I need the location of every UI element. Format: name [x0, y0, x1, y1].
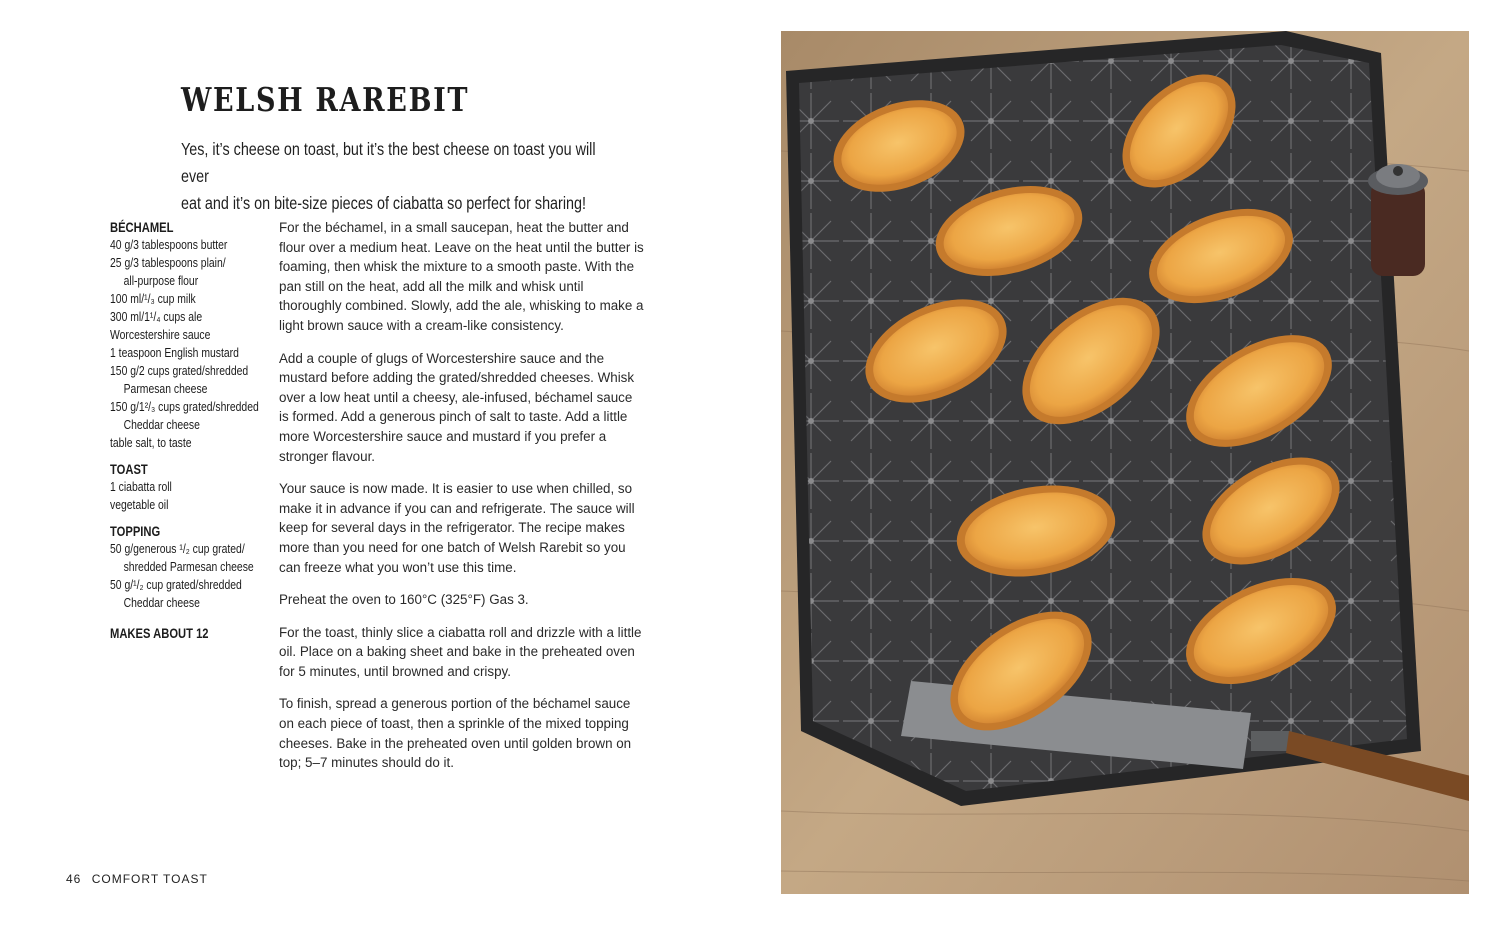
- food-photo: [781, 31, 1469, 894]
- method-paragraph: Your sauce is now made. It is easier to use when chilled, so make it in advance if you can and refrigerate. The sauce will keep for several days in the refrigerator. The recipe makes more than you need for one batch of Welsh Rarebit so you can freeze what you won’t use this time.: [279, 481, 635, 575]
- ingredient: 100 ml/¹/₃ cup milk: [110, 291, 196, 306]
- ingredient: 50 g/generous ¹/₂ cup grated/: [110, 541, 245, 556]
- ingredient: 150 g/1²/₃ cups grated/shredded: [110, 399, 259, 414]
- intro-line: eat and it’s on bite-size pieces of ciabatta so perfect for sharing!: [181, 193, 586, 213]
- page-number: 46: [66, 872, 82, 886]
- ingredient: 50 g/¹/₂ cup grated/shredded: [110, 577, 242, 592]
- ingredient: Cheddar cheese: [123, 417, 200, 432]
- method-paragraph: For the béchamel, in a small saucepan, heat the butter and flour over a medium heat. Leave on the heat until the butter is foaming, then whisk the mixture to a smooth paste. With the pan still on the heat, add all the milk and whisk until thoroughly combined. Slowly, add the ale, whisking to make a light brown sauce with a cream-like consistency.: [279, 220, 644, 333]
- ingredient: 300 ml/1¹/₄ cups ale: [110, 309, 203, 324]
- ingredient: Worcestershire sauce: [110, 327, 211, 342]
- ingredient: 40 g/3 tablespoons butter: [110, 237, 228, 252]
- yield: MAKES ABOUT 12: [110, 625, 209, 641]
- ingredient: shredded Parmesan cheese: [123, 559, 254, 574]
- page-footer: [66, 872, 208, 886]
- method-steps: [279, 218, 644, 786]
- ingredient: Parmesan cheese: [123, 381, 208, 396]
- intro-line: Yes, it’s cheese on toast, but it’s the best cheese on toast you will ever: [181, 139, 596, 186]
- pepper-mill: [1368, 164, 1428, 276]
- method-paragraph: To finish, spread a generous portion of the béchamel sauce on each piece of toast, then a sprinkle of the mixed topping cheeses. Bake in the preheated oven until golden brown on top; 5–7 minutes should do it.: [279, 696, 632, 771]
- ingredient: 1 ciabatta roll: [110, 479, 172, 494]
- method-paragraph: For the toast, thinly slice a ciabatta roll and drizzle with a little oil. Place on a baking sheet and bake in the preheated oven for 5 minutes, until browned and crispy.: [279, 624, 642, 679]
- ingredient: vegetable oil: [110, 497, 169, 512]
- topping-heading: TOPPING: [110, 523, 161, 539]
- section-name: COMFORT TOAST: [91, 872, 208, 886]
- recipe-title: WELSH RAREBIT: [181, 80, 470, 119]
- method-paragraph: Preheat the oven to 160°C (325°F) Gas 3.: [279, 592, 529, 608]
- ingredient: 1 teaspoon English mustard: [110, 345, 239, 360]
- photo-illustration: [781, 31, 1469, 894]
- ingredient: table salt, to taste: [110, 435, 192, 450]
- ingredient: 25 g/3 tablespoons plain/: [110, 255, 226, 270]
- recipe-intro: [181, 136, 607, 217]
- ingredient: Cheddar cheese: [123, 595, 200, 610]
- toast-heading: TOAST: [110, 461, 148, 477]
- ingredients-list: [110, 218, 270, 642]
- ingredient: 150 g/2 cups grated/shredded: [110, 363, 249, 378]
- bechamel-heading: BÉCHAMEL: [110, 219, 174, 235]
- ingredient: all-purpose flour: [123, 273, 199, 288]
- method-paragraph: Add a couple of glugs of Worcestershire sauce and the mustard before adding the grated/shredded cheeses. Whisk over a low heat until a cheesy, ale-infused, béchamel sauce is formed. Add a generous pinch of salt to taste. Add a little more Worcestershire sauce and mustard if you prefer a stronger flavour.: [279, 350, 635, 464]
